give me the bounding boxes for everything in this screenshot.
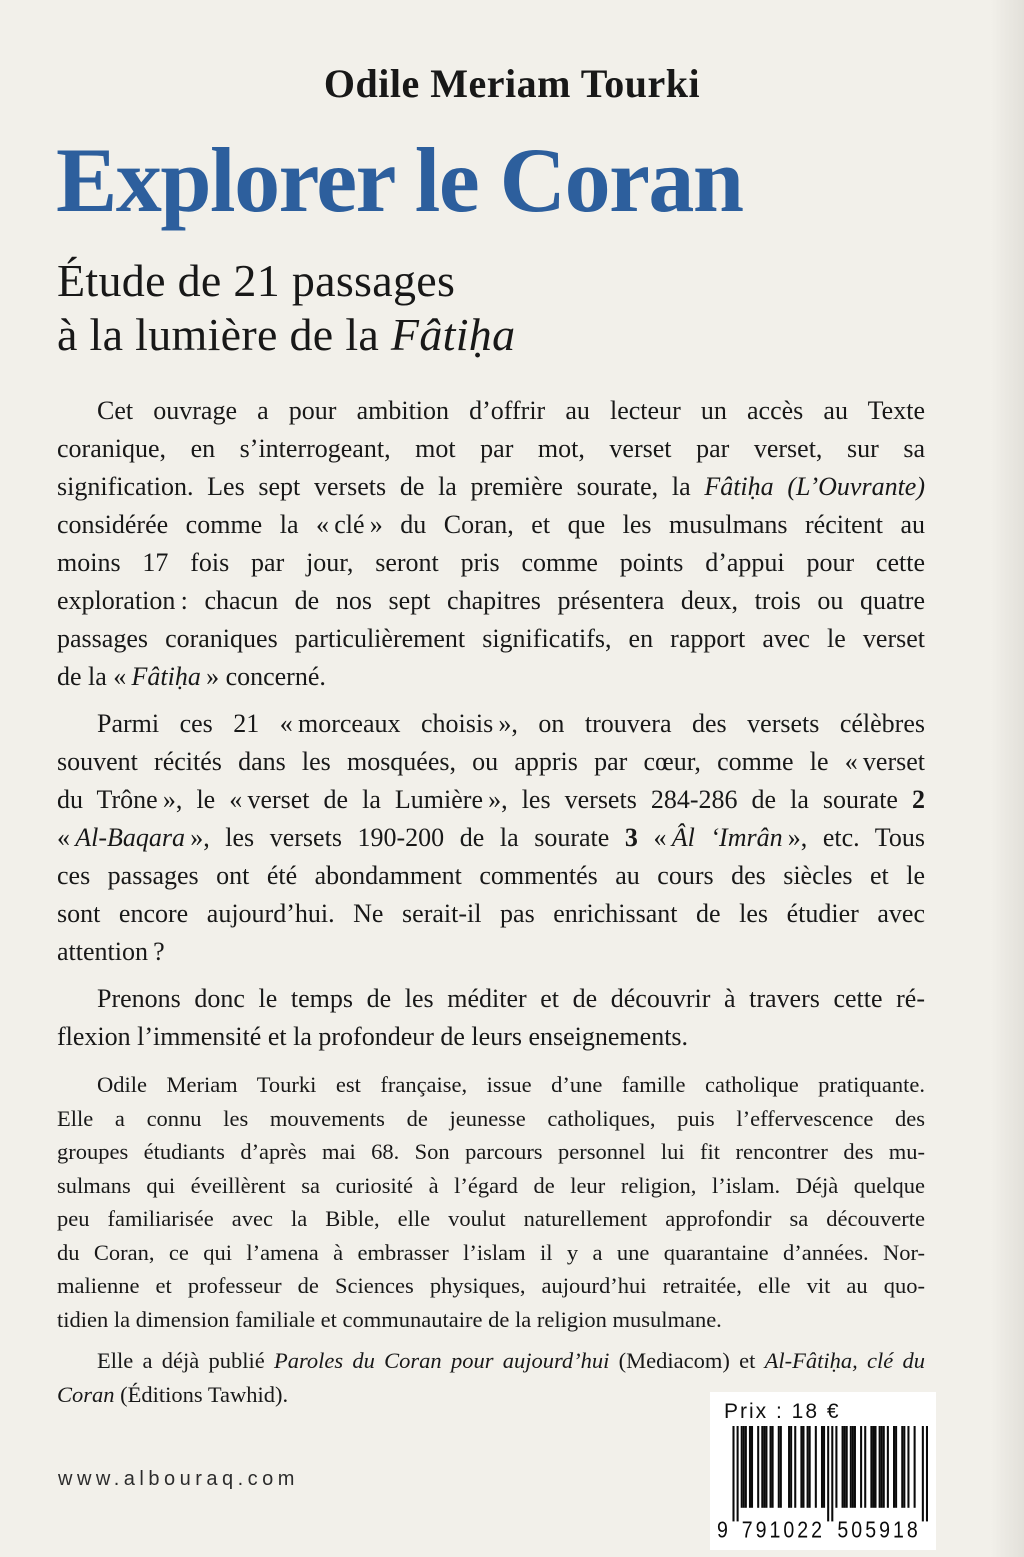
barcode-bar (893, 1426, 895, 1508)
bold-text: 3 (624, 823, 638, 852)
barcode-bar (809, 1426, 811, 1508)
book-subtitle (57, 254, 515, 362)
text-line (57, 468, 925, 506)
subtitle-line (57, 308, 515, 362)
paragraph (57, 392, 925, 696)
barcode-bar (763, 1426, 765, 1508)
barcode-bar (903, 1426, 905, 1508)
italic-text: Coran (57, 1381, 115, 1407)
barcode-bar (761, 1426, 763, 1508)
text-line (57, 506, 925, 544)
text-segment: de la « (57, 662, 132, 691)
text-line (57, 819, 925, 857)
text-line (57, 392, 925, 430)
italic-text: Al-Baqara (75, 823, 185, 852)
bold-text: 2 (912, 785, 925, 814)
text-line (57, 933, 925, 971)
barcode-bar (864, 1426, 866, 1508)
barcode-bar (922, 1426, 924, 1521)
text-segment: à la lumière de la (57, 309, 391, 360)
text-segment: sulmans qui éveillèrent sa curiosité à l’égard de leur religion, l’islam. Déjà quelque (57, 1172, 925, 1198)
barcode-number: 9 (717, 1515, 728, 1540)
barcode-bar (887, 1426, 889, 1508)
barcode-panel (710, 1392, 936, 1550)
barcode-bar (743, 1426, 745, 1508)
barcode-bar (780, 1426, 782, 1508)
barcode-bar (790, 1426, 792, 1508)
text-segment: Cet ouvrage a pour ambition d’offrir au lecteur un accès au Texte (97, 396, 925, 425)
italic-text: Al-Fâtiḥa, clé du (764, 1348, 925, 1373)
text-line (57, 1068, 925, 1102)
barcode-bar (732, 1426, 734, 1521)
text-segment: tidien la dimension familiale et communautaire de la religion musulmane. (57, 1306, 722, 1332)
barcode-bar (827, 1426, 829, 1521)
text-line (57, 980, 925, 1018)
text-segment: groupes étudiants d’après mai 68. Son parcours personnel lui fit rencontrer des mu- (57, 1139, 925, 1164)
barcode-bar (914, 1426, 916, 1508)
back-cover-text (57, 392, 925, 1419)
text-segment: coranique, en s’interrogeant, mot par mot, verset par verset, sur sa (57, 434, 925, 463)
text-segment: flexion l’immensité et la profondeur de leurs enseignements. (57, 1022, 689, 1051)
text-line (57, 1135, 925, 1169)
text-segment: » concerné. (200, 662, 326, 691)
barcode-bar (823, 1426, 825, 1508)
text-segment: Parmi ces 21 « morceaux choisis », on trouvera des versets célèbres (97, 709, 925, 738)
text-segment: (Mediacom) et (609, 1348, 765, 1373)
text-segment: considérée comme la « clé » du Coran, et que les musulmans récitent au (57, 510, 925, 539)
italic-text: Fâtiḥa (L’Ouvrante) (704, 472, 925, 501)
barcode-bar (745, 1426, 747, 1508)
text-segment: sont encore aujourd’hui. Ne serait-il pas enrichissant de les étudier avec (57, 899, 925, 928)
barcode-bar (846, 1426, 848, 1508)
paragraph (57, 1068, 925, 1336)
paragraph (57, 980, 925, 1056)
barcode-bar (907, 1426, 909, 1508)
barcode-bar (850, 1426, 852, 1508)
text-line (57, 743, 925, 781)
text-segment: Elle a connu les mouvements de jeunesse catholiques, puis l’effervescence des (57, 1105, 925, 1131)
italic-text: Âl ‘Imrân (671, 823, 783, 852)
barcode-bar (926, 1426, 928, 1521)
text-segment: Prenons donc le temps de les méditer et de découvrir à travers cette ré- (97, 984, 925, 1013)
text-line (57, 1269, 925, 1303)
text-segment: souvent récités dans les mosquées, ou appris par cœur, comme le « verset (57, 747, 925, 776)
author-bio-text (57, 1068, 925, 1411)
barcode-bar (842, 1426, 844, 1508)
barcode-bar (757, 1426, 759, 1508)
text-segment: moins 17 fois par jour, seront pris comme points d’appui pour cette (57, 548, 925, 577)
barcode-bar (831, 1426, 833, 1521)
text-segment: », les versets 190-200 de la sourate (184, 823, 625, 852)
barcode-bar (749, 1426, 751, 1508)
barcode-number: 791022 (741, 1515, 822, 1540)
text-line (57, 620, 925, 658)
text-line (57, 544, 925, 582)
italic-text: Fâtiḥa (131, 662, 201, 691)
text-segment: du Coran, ce qui l’amena à embrasser l’islam il y a une quarantaine d’années. Nor- (57, 1239, 925, 1265)
text-segment: (Éditions Tawhid). (114, 1381, 289, 1407)
text-segment: exploration : chacun de nos sept chapitres présentera deux, trois ou quatre (57, 586, 925, 615)
book-title: Explorer le Coran (56, 129, 743, 231)
barcode-bar (815, 1426, 817, 1508)
text-segment: peu familiarisée avec la Bible, elle voulut naturellement approfondir sa découverte (57, 1206, 925, 1231)
barcode-bar (860, 1426, 862, 1508)
text-segment: passages coraniques particulièrement significatifs, en rapport avec le verset (57, 624, 925, 653)
barcode-bar (872, 1426, 874, 1508)
text-segment: Odile Meriam Tourki est française, issue d’une famille catholique pratiquante. (97, 1072, 925, 1097)
barcode-bar (778, 1426, 780, 1508)
barcode-bar (770, 1426, 772, 1508)
text-segment: « (637, 823, 672, 852)
barcode-bar (794, 1426, 796, 1508)
barcode-bar (800, 1426, 802, 1508)
text-line (57, 705, 925, 743)
barcode-bar (844, 1426, 846, 1508)
barcode-bar (883, 1426, 885, 1508)
text-line (57, 781, 925, 819)
text-line (57, 1169, 925, 1203)
barcode-bar (788, 1426, 790, 1508)
barcode-bar (821, 1426, 823, 1508)
author-name: Odile Meriam Tourki (323, 61, 701, 106)
barcode-bar (852, 1426, 854, 1508)
barcode-bar (879, 1426, 881, 1508)
price-label: Prix : 18 € (724, 1400, 841, 1423)
barcode-bar (765, 1426, 767, 1508)
text-line (57, 1303, 925, 1337)
text-segment: « (57, 823, 76, 852)
text-segment: du Trône », le « verset de la Lumière », les versets 284-286 de la sourate (57, 785, 912, 814)
subtitle-line (57, 254, 515, 308)
text-line (57, 430, 925, 468)
barcode-bar (870, 1426, 872, 1508)
text-line (57, 895, 925, 933)
text-segment: Étude de 21 passages (57, 255, 456, 306)
paragraph (57, 705, 925, 971)
barcode-bar (807, 1426, 809, 1508)
text-line (57, 1202, 925, 1236)
text-segment: », etc. Tous (782, 823, 925, 852)
description-text (57, 392, 925, 1056)
ean13-barcode (716, 1426, 928, 1540)
text-segment: signification. Les sept versets de la première sourate, la (57, 472, 705, 501)
publisher-website: www.albouraq.com (58, 1468, 299, 1490)
text-line (57, 1236, 925, 1270)
text-line (57, 658, 925, 696)
barcode-number: 505918 (837, 1515, 918, 1540)
italic-text: Paroles du Coran pour aujourd’hui (273, 1348, 610, 1373)
barcode-bar (741, 1426, 743, 1508)
text-line (57, 1018, 925, 1056)
text-line (57, 857, 925, 895)
text-segment: ces passages ont été abondamment commentés au cours des siècles et le (57, 861, 925, 890)
barcode-bar (901, 1426, 903, 1508)
barcode-bar (835, 1426, 837, 1508)
text-segment: attention ? (57, 937, 165, 966)
text-line (57, 1102, 925, 1136)
barcode-bar (737, 1426, 739, 1521)
text-line (57, 582, 925, 620)
barcode-bar (772, 1426, 774, 1508)
italic-text: Fâtiḥa (390, 309, 516, 360)
barcode-bar (881, 1426, 883, 1508)
barcode-bar (874, 1426, 876, 1508)
barcode-bar (854, 1426, 856, 1508)
text-segment: Elle a déjà publié (97, 1348, 274, 1373)
text-line (57, 1344, 925, 1378)
barcode-bar (802, 1426, 804, 1508)
text-segment: malienne et professeur de Sciences physiques, aujourd’hui retraitée, elle vit au quo- (57, 1273, 925, 1298)
barcode-bar (751, 1426, 753, 1508)
barcode-bar (895, 1426, 897, 1508)
